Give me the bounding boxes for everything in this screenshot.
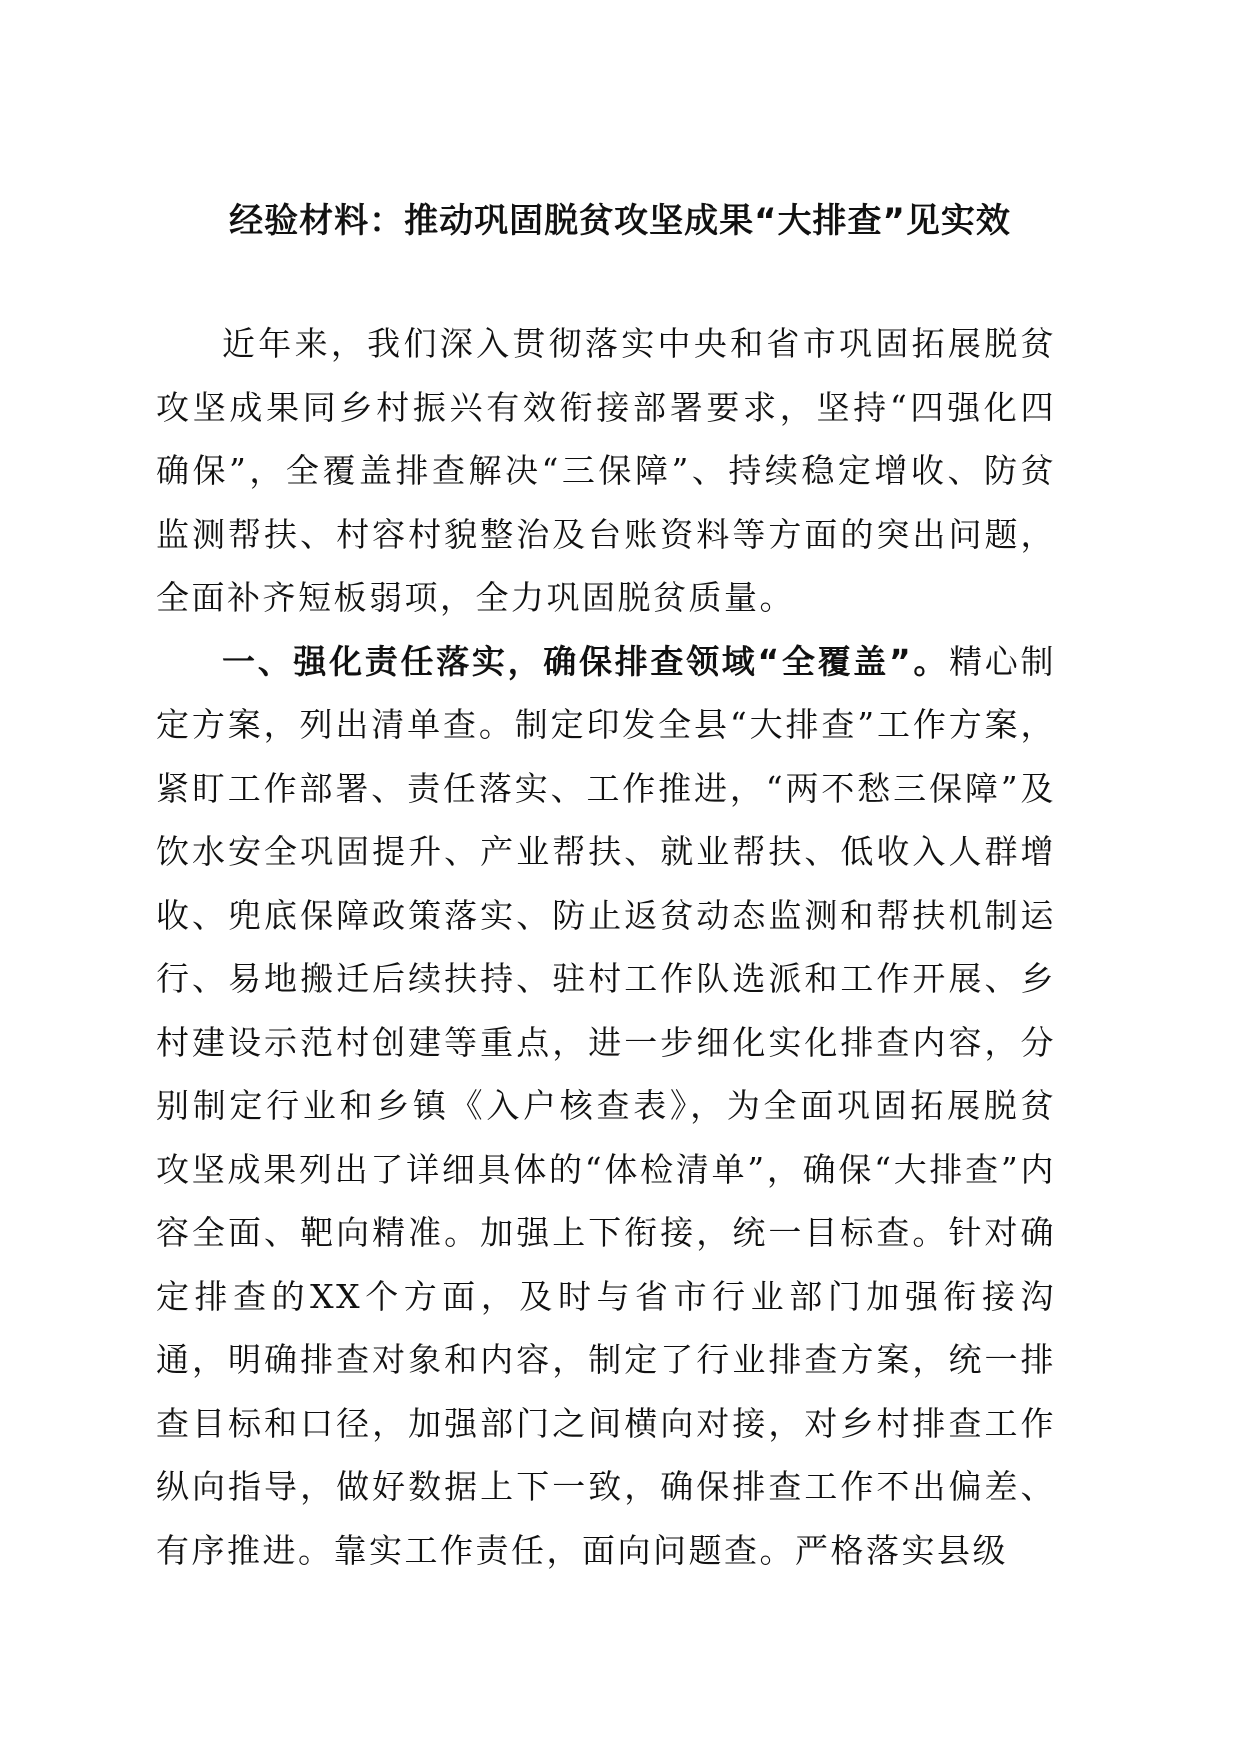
section-1-text: 精心制定方案，列出清单查。制定印发全县“大排查”工作方案，紧盯工作部署、责任落实、工作推进，“两不愁三保障”及饮水安全巩固提升、产业帮扶、就业帮扶、低收入人群增收、兜底保障政策落实、防止返贫动态监测和帮扶机制运行、易地搬迁后续扶持、驻村工作队选派和工作开展、乡村建设示范村创建等重点，进一步细化实化排查内容，分别制定行业和乡镇《入户核查表》，为全面巩固拓展脱贫攻坚成果列出了详细具体的“体检清单”，确保“大排查”内容全面、靶向精准。加强上下衔接，统一目标查。针对确定排查的XX个方面，及时与省市行业部门加强衔接沟通，明确排查对象和内容，制定了行业排查方案，统一排查目标和口径，加强部门之间横向对接，对乡村排查工作纵向指导，做好数据上下一致，确保排查工作不出偏差、有序推进。靠实工作责任，面向问题查。严格落实县级 xyxy=(156,641,1056,1570)
intro-paragraph: 近年来，我们深入贯彻落实中央和省市巩固拓展脱贫攻坚成果同乡村振兴有效衔接部署要求，坚持“四强化四确保”，全覆盖排查解决“三保障”、持续稳定增收、防贫监测帮扶、村容村貌整治及台账资料等方面的突出问题，全面补齐短板弱项，全力巩固脱贫质量。 xyxy=(156,324,1056,617)
section-1-paragraph xyxy=(156,630,1056,1583)
document-body xyxy=(156,312,1056,1582)
document-title: 经验材料：推动巩固脱贫攻坚成果“大排查”见实效 xyxy=(229,201,1011,241)
section-1-heading: 一、强化责任落实，确保排查领域“全覆盖”。 xyxy=(222,641,950,681)
